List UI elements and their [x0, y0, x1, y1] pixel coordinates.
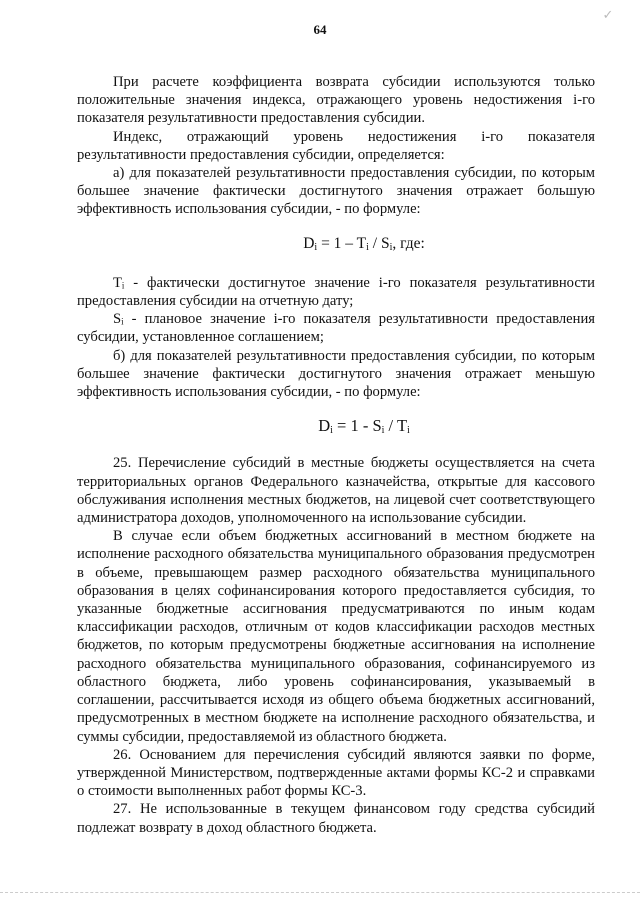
formula-1-lhs-sub: i	[314, 241, 318, 253]
paragraph-si-definition: Sᵢ - плановое значение i-го показателя результативности предоставления субсидии, установленное соглашением;	[77, 311, 595, 346]
paragraph-section-25: 25. Перечисление субсидий в местные бюджеты осуществляется на счета территориальных органов Федерального казначейства, открытые для кассового обслуживания исполнения местных бюджетов, на лицевой счет соответствующего администратора доходов, уполномоченного на использование субсидии.	[77, 455, 595, 527]
scan-bottom-edge	[0, 892, 640, 893]
formula-2-div-sub: i	[407, 425, 410, 437]
page-number: 64	[313, 22, 327, 37]
formula-di-case-a	[77, 235, 595, 257]
formula-2-mid-sub: i	[381, 425, 385, 437]
paragraph-case-a: а) для показателей результативности предоставления субсидии, по которым большее значение фактически достигнутого значения отражает большую эффективность использования субсидии, - по формуле:	[77, 165, 595, 218]
paragraph-case-b: б) для показателей результативности предоставления субсидии, по которым большее значение фактически достигнутого значения отражает меньшую эффективность использования субсидии, - по формуле:	[77, 347, 595, 401]
formula-1-tail: , где:	[392, 234, 425, 252]
paragraph-coefficient-intro: При расчете коэффициента возврата субсидии используются только положительные значения индекса, отражающего уровень недостижения i-го показателя результативности предоставления субсидии.	[77, 74, 595, 127]
formula-1-div-sub: i	[389, 241, 393, 253]
paragraph-section-25-budget: В случае если объем бюджетных ассигнований в местном бюджете на исполнение расходного обязательства муниципального образования предусмотрен в объеме, превышающем размер расходного обязательства муниципального образования в целях софинансирования которого предоставляется субсидия, то указанные бюджетные ассигнования предусматриваются по иным кодам классификации расходов, отличным от кодов классификации расходов местных бюджетов, по которым предусмотрены бюджетные ассигнования на исполнение расходного обязательства муниципального образования, софинансируемого из областного бюджета, либо уровень софинансирования, указываемый в соглашении, рассчитывается исходя из общего объема бюджетных ассигнований, предусмотренных в местном бюджете на исполнение расходного обязательства, и суммы субсидии, предоставляемой из областного бюджета.	[77, 528, 595, 745]
paragraph-section-26: 26. Основанием для перечисления субсидий являются заявки по форме, утвержденной Министерством, подтвержденные актами формы КС-2 и справками о стоимости выполненных работ формы КС-3.	[77, 746, 595, 800]
scan-corner-mark: ✓	[602, 7, 614, 22]
formula-di-case-b	[77, 417, 595, 440]
formula-1-mid: = 1 – T	[317, 234, 367, 252]
paragraph-index-definition: Индекс, отражающий уровень недостижения i-го показателя результативности предоставления субсидии, определяется:	[77, 128, 595, 163]
formula-2-lhs: D	[318, 416, 331, 436]
document-body	[77, 73, 595, 837]
paragraph-ti-definition: Tᵢ - фактически достигнутое значение i-го показателя результативности предоставления субсидии на отчетную дату;	[77, 274, 595, 310]
formula-2-mid: = 1 - S	[332, 416, 382, 436]
formula-2-div: / T	[384, 416, 408, 436]
formula-2-lhs-sub: i	[330, 425, 333, 437]
paragraph-section-27: 27. Не использованные в текущем финансовом году средства субсидий подлежат возврату в доход областного бюджета.	[77, 801, 595, 836]
formula-1-div: / S	[368, 234, 390, 252]
formula-1-lhs: D	[303, 234, 315, 252]
formula-1-mid-sub: i	[366, 241, 369, 253]
